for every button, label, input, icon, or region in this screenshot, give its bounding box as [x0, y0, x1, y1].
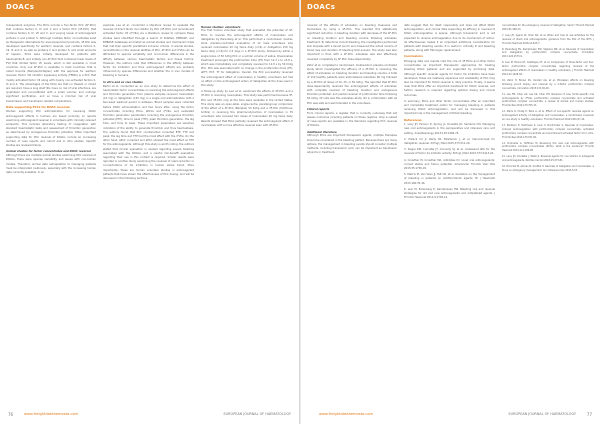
- reference-entry: 8. Eerenberg ES, Kamphuisen PW, Sijpkens MK, et al. Reversal of rivaroxaban and dabigatran by prothrombin complex concentrate. Circulation 2011;124:1573-9.: [502, 47, 594, 59]
- left-header-title: DOACs: [6, 3, 35, 11]
- text-column-1: [6, 24, 96, 177]
- reference-entry: 15. Levy JH, Douketis J, Weitz JI. Reversal agents for non-vitamin K antagonist oral anticoagulants. Nat Rev Cardiol 2018;15:273-81.: [502, 155, 594, 163]
- reference-entry: 16. Honickel M, Akman N, Grottke O. Reversal of dabigatran and rivaroxaban: a focus on emergency management. Ann Intensive Care 2015;5:23.: [502, 165, 594, 172]
- text-column-5: [404, 24, 495, 203]
- footer-url-left[interactable]: www.freightdatahemosta.com: [24, 412, 79, 416]
- body-paragraph: Bertin et al. conducted an ex vivo study to determine the effect of haemostatic factor concentrates on reversing the anticoagulant effects and thrombin generation from plasma samples received rivaroxaban (10 mg) or dabigatran (150 mg) in a single oral administration with a two-week washout period in between. Blood samples were collected before DOAC administration and two hours after, using the factor concentrates including PCCs, aPCCs and rFVIIa, and evaluated thrombin generation parameters including the endogenous thrombin potential (ETP), time to peak (TTP), peak thrombin generation, the lag time, and time to peak. These important parameters are sensitive indicators of the ability to generate thrombin and thus haemostasis. The authors found that PCC counteracted corrected ETP, TTP and peak; the lag time and TTP had the most effect with the rFVIIa. On the other hand, aPCC corrected and aPCC showed the most effect on ETP for the anticoagulants. Although this study is worth noting, the authors stated that clinical evaluation is needed regarding severe bleeding associated with the DOACs, and a careful risk-benefit evaluation regarding their use in this context is required. Similar results were reported in another study examining the reversal of rapid reduction in concentrations of Xa inhibitors in human whole blood. More importantly, these are human volunteer studies in anticoagulant patients that have shown the effectiveness of PCC dosing, and will be discussed in the following sections.: [103, 84, 194, 181]
- body-paragraph: X-dependent enzymes. The PCCs include a four-factor PCC (4F-PCC) that contains factors II, IX and X and a factor PCC (4F-PCC) that contains factors II, IX, VII and X, and varying levels of anticoagulant proteins C and protein S. Although multiple factor concentrates exist as therapeutic alternatives for all-purpose blood products, 4F-PCC was developed specifically for warfarin reversal, and contains factors II, VII, IX and X, as well as proteins C and protein S, and small amounts of heparin. PCCs were initially developed for patients with haemophilia B, and initially non-4F-PCC that contained lower levels of FVII that limited factor VII levels, which is still available in most countries. Only one 4F-PCC is available in most countries, that is called Kcentra (Beriplex/Octaplex) with the approval for warfarin reversal. Factor VIII inhibitor bypassing activity (FEIBA) is a PCC that mostly activated factor VII along with mainly non-activated factors II, IX and X. The advantages of the PCCs are that no thawed or mixed are required, have a long shelf life, have no risk of viral infections, are lyophilised and reconstituted with a small volume, and undergo significant purification, and so have a minimal risk of viral transmission and transfusion-related complications.: [6, 24, 96, 103]
- body-paragraph: Although PCCs are important therapeutic agents, multiple therapies should be considered in the bleeding patient. Because there are many options, the management in bleeding events should consider multiple methods, including tranexamic acid, can be important as transfusion adjuncts in treatment.: [307, 134, 397, 155]
- reference-entry: 4. Crowther M, Crowther MA. Antidotes for novel oral anticoagulants: current status and future potential. Arterioscler Thromb Vasc Biol 2015;35:1736-45.: [404, 158, 495, 171]
- left-page: [0, 0, 299, 424]
- reference-entry: 1. Levy JH, Faraoni D, Spring JL, Douketis JD, Samama CM. Managing new oral anticoagulants in the perioperative and intensive care unit setting. Anesthesiology 2013;118:1466-74.: [404, 123, 495, 135]
- reference-entry: 2. Pollack CV Jr, Reilly PA, Eikelboom J, et al. Idarucizumab for dabigatran reversal. N Engl J Med 2015;373:511-20.: [404, 137, 495, 146]
- reference-entry: 13. Perzborn E, Heitmeier S, Laux V, Buchmuller A. Reversal of rivaroxaban-induced anticoagulation with prothrombin complex concentrate, activated prothrombin complex concentrate and recombinant activated factor VII in vitro. Thromb Res 2014;133:671-81.: [502, 123, 594, 139]
- section-heading: References: [404, 117, 422, 122]
- text-column-3: [201, 24, 293, 130]
- text-column-4: [307, 24, 397, 158]
- text-column-2: [103, 24, 194, 183]
- reference-entry: 5. Makris M, Van Veen JJ, Tait CR, et al. Guideline on the management of bleeding in patients on antithrombotic agents. Br J Haematol 2013;160:35-46.: [404, 173, 495, 185]
- right-page-number: 77: [586, 412, 592, 417]
- right-header-title: DOACs: [307, 3, 336, 11]
- body-paragraph: Emerging data and reports note the role of 4F-PCCs and other factor concentrates as important therapeutic approaches for treating bleeding DOAC patients and are supported by promising data. Although specific reversal agents for factor Xa inhibitors have been developed, these are relatively expensive and availability of PCC may also be important for DOAC reversal in daily practice. Finally, it seems clear that PCCs offer an important treatment for DOAC reversal, and further research is required regarding optimal dosing and clinical outcomes.: [404, 60, 495, 97]
- body-paragraph: reversal of the effects of edoxaban on bleeding measures and biomarkers by using a 4F-PCC. This reported this statistically significant reduction in bleeding duration with decrease of the 4F-PCC on bleeding duration and bleeding volume following edoxaban treatment. To determine clinical bleeding, the investigators performed skin biopsies with a lancet punch and measured the actual volume of blood loss and duration of bleeding that ensued. The study was also important in that, with a 4F-PCC, edoxaban was also effectively reversed completely by 4F-PCC dose-dependently.: [307, 24, 397, 61]
- right-header-bar: [301, 0, 600, 17]
- body-paragraph: example, Lee et al. conducted a literature review to evaluate the reversal of direct factor Xa inhibitor by PCC (4F-PCC) and recombinant activated factor VII (rFVIIa) via a literature review to compare these studies were identified through a search of PubMed, EMBASE, and EMBASE databases and listed as animal studies and mechanism trials that met their specific predefined inclusion criteria. In animal studies, reconstitution in the reversal abilities of PCC, 4F-PCC and rFVIIa can be attributed to species variability and non-human differences in the affinity between various haemostatic factors and tissue factors. However, the authors note that differences in the affinity between factor Xa inhibitors and their anticoagulant effects are probably influenced by species differences and whether the in vivo models of bleeding in humans.: [103, 24, 194, 78]
- reference-entry: 9. Levi M, Moore KT, Castillejos CF, et al. Comparison of three-factor and four-factor prothrombin complex concentrates regarding reversal of the anticoagulant effects of rivaroxaban in healthy volunteers. J Thromb Haemost 2014;12:1428-36.: [502, 61, 594, 76]
- reference-entry: 11. Lee FM, Chan AK, Lau KK, Chan HH. Reversal of new, factor-specific oral anticoagulants by rFVIIa, prothrombin complex concentrate and activated prothrombin complex concentrate: a review of animal and human studies. Thromb Res 2014;133:705-13.: [502, 92, 594, 108]
- subsection-heading: Additional literature: [307, 130, 337, 134]
- reference-entry: 7. Levy JH, Ageno W, Chan NC, et al. When and how to use antidotes for the reversal of direct oral anticoagulants: guidance from the SSC of the ISTH. J Thromb Haemost 2016;14:623-7.: [502, 33, 594, 45]
- footer-url-right[interactable]: www.freightdatahemosta.com: [319, 412, 374, 416]
- body-paragraph: A follow-up study by Levi et al. examined the effects of 4F-PCC and a 3F-PCC in reversing rivaroxaban. This study was performed because 3F-PCC and 4F-PCC only at the time were available in the United States. This study was an open-label, single-centre, parallel-group comparison of the effect of a 4F-PCC (Beriplex) 50 IU/kg and a 3F-PCC (Profilnine, Grifols) in reversing the pharmacodynamics of rivaroxaban in 35 volunteers who received two doses of rivaroxaban 20 mg twice daily. Results showed that PCCs partially reversed the anticoagulant effect of rivaroxaban with a more effective reversal seen with 4F-PCC.: [201, 90, 293, 127]
- left-page-number: 76: [8, 412, 14, 417]
- body-paragraph: Although there are multiple animal studies examining PCC reversal of DOACs, there were species variability and issues with non-human models. Therefore, animal data extrapolation to managing patients must be interpreted cautiously, especially with the increasing human data currently available. In an: [6, 154, 96, 174]
- subsection-heading: Human studies: volunteers: [201, 25, 241, 29]
- subsection-heading: Clinical reports: [307, 107, 330, 111]
- body-paragraph: Zahir et al. completed a randomised, double-blind, placebo-controlled study which investigated the efficacy of a 4F-PCC in reversing the effect of edoxaban on bleeding duration and bleeding volume. A total of 110 healthy patients were administered edoxaban 60 mg followed by a 4F-PCC at doses of 10, 25, or 50 IU/kg. The reported that 4F-PCC dose-dependently reversed the anticoagulant effects of edoxaban with complete reversal of bleeding duration and endogenous thrombin potential, and partial reversal of prothrombin time following 50 IU/kg. Of note was this edoxaban-study did in combination with all PCC was safe and well tolerated in the volunteers.: [307, 63, 397, 105]
- reference-entry: 12. Marlu R, Hodaj E, Paris A, et al. Effect of non-specific reversal agents on anticoagulant activity of dabigatran and rivaroxaban: a randomised crossover ex vivo study in healthy volunteers. Thromb Haemost 2012;108:217-24.: [502, 110, 594, 122]
- reference-entry: 6. Levi M, Eerenberg E, Kamphuisen PW. Bleeding risk and reversal strategies for old and new anticoagulants and antiplatelet agents. J Thromb Haemost 2011;9:1705-12.: [404, 187, 495, 200]
- body-paragraph: data suggest that, for itself, responsibly and does not affect DOAC anticoagulation, and clinical data supporting its efficacy in reversal of DOAC anticoagulation is sparse. Although tranexamic acid is not expected to reverse anticoagulation due to its mechanism of action, its effectiveness makes it an important additional consideration for patients with bleeding events. It is useful in critically ill and bleeding patients, along with fibrinogen replacement.: [404, 24, 495, 53]
- body-paragraph: From clinical reports, a register that is currently underway that will assess outcomes including patients on these regimes. Only a subset of case reports are available in the literature regarding PCC reversal of DOACs.: [307, 111, 397, 128]
- reference-entry: 3. Siegal DM, Curnutte JT, Connolly SJ, et al. Andexanet alfa for the reversal of factor Xa inhibitor activity. N Engl J Med 2015;373:2413-24.: [404, 148, 495, 156]
- reference-entry: 14. Dickneite G, Hoffman M. Reversing the new oral anticoagulants with prothrombin complex concentrates (PCCs): what is the evidence? Thromb Haemost 2014;111:189-98.: [502, 141, 594, 153]
- left-header-bar: [0, 0, 299, 17]
- references-column: [502, 24, 594, 175]
- right-page: [301, 0, 600, 424]
- footer-journal-right: EUROPEAN JOURNAL OF HAEMATOLOGY: [508, 412, 576, 416]
- reference-entry: 10. Zahir H, Brown KS, Vandell AG, et al. Edoxaban effects on bleeding following punch biopsy and reversal by a 4-factor prothrombin complex concentrate. Circulation 2015;131:82-90.: [502, 78, 594, 90]
- footer-journal-left: EUROPEAN JOURNAL OF HAEMATOLOGY: [223, 412, 291, 416]
- body-paragraph: The first human volunteer study that evaluated the potential of 4F-PCCs to reverse the anticoagulant effects of rivaroxaban and dabigatran by Eerenberg et al. This performed a randomised, double-blind, placebo-controlled evaluation of 12 male volunteers who received rivaroxaban 20 mg twice daily (n=6) or dabigatran 150 mg twice daily (n=6) for 2.5 days in a 4F-PCC study, followed by either a single bolus of 50 IU/kg PCC or a similar volume of saline. Rivaroxaban treatment prolonged the prothrombin time (PT) from 12.3 s to 15.8 s, which was immediately and completely reversed to 12.8 s by 50 IU/kg PCC. PCC was associated with no change in the prothrombin time (PT), aPTT, ECT, TT for dabigatran. Overall, the PCC successfully reversed the anticoagulant effect of rivaroxaban in healthy volunteers but had no effect on the anticoagulant action of dabigatran at the dose used in this study.: [201, 29, 293, 88]
- body-paragraph: In summary, PCCs and other factor concentrates offer an important and immediate treatment option for managing bleeding in patients receiving DOAC anticoagulation, and will be discussed in this important role in the management of DOAC bleeding.: [404, 99, 495, 116]
- section-heading: Conclusions: [404, 54, 423, 59]
- section-heading: Data supporting PCCs for DOAC reversal: [6, 104, 70, 109]
- reference-entry: concentrates for the emergency reversal of dabigatran. Semin Thromb Hemost 2015;41:208-13.: [502, 24, 594, 31]
- subsection-heading: Animal studies for factor concentrates and DOAC reversal: [6, 150, 91, 154]
- subsection-heading: In vitro and ex vivo studies: [103, 80, 143, 84]
- body-paragraph: Studies supporting PCC administration for reversing DOAC anticoagulant effects in humans are based primarily on reports examining anticoagulant reversal in volunteers with clinically relevant endpoints. This includes laboratory testing of coagulation with standard haemostatic tests and assessment of thrombin generation as determined by endogenous thrombin potential. Other important supporting data for PCC reversal of DOACs include an increasing number of case reports and cohort and in vitro studies. Specific studies are reviewed below.: [6, 110, 96, 148]
